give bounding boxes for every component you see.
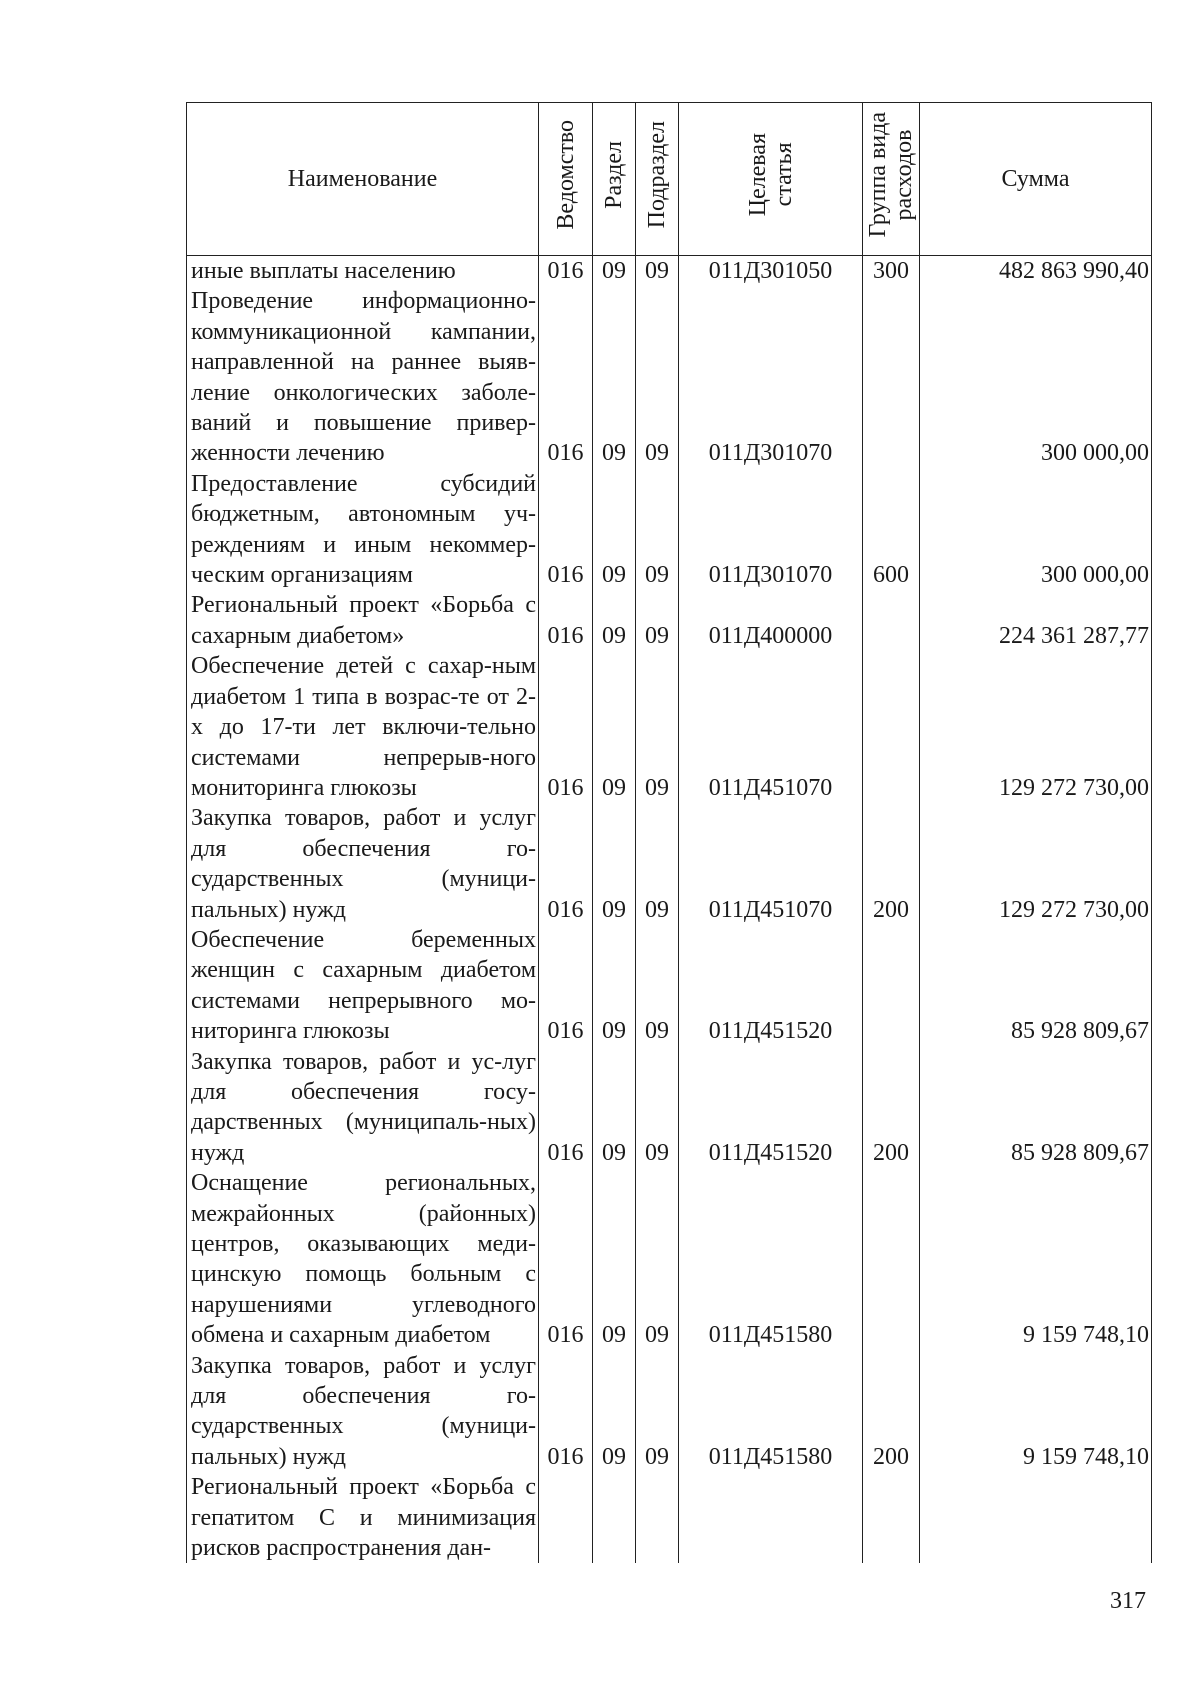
row-sum: 482 863 990,40 [920,256,1152,287]
row-sum: 300 000,00 [920,286,1152,468]
row-subsection: 09 [636,469,679,591]
table-row [187,1047,1152,1169]
table-row [187,1351,1152,1473]
row-name: Закупка товаров, работ и услуг для обеспечения го-сударственных (муници-пальных) нужд [187,803,539,925]
table-row [187,651,1152,803]
row-subsection: 09 [636,803,679,925]
row-section: 09 [593,803,636,925]
row-name: Обеспечение беременных женщин с сахарным диабетом системами непрерывного мо-ниторинга глюкозы [187,925,539,1047]
row-section: 09 [593,256,636,287]
row-section: 09 [593,1168,636,1350]
row-subsection: 09 [636,590,679,651]
row-group [863,286,920,468]
row-dept [539,1472,593,1563]
header-sum: Сумма [920,103,1152,256]
header-name: Наименование [187,103,539,256]
table-header-row [187,103,1152,256]
row-dept: 016 [539,803,593,925]
header-subsection: Подраздел [636,103,679,256]
row-dept: 016 [539,256,593,287]
row-group: 200 [863,803,920,925]
row-sum: 224 361 287,77 [920,590,1152,651]
row-group: 200 [863,1351,920,1473]
row-sum: 300 000,00 [920,469,1152,591]
row-dept: 016 [539,1351,593,1473]
row-dept: 016 [539,1168,593,1350]
table-row [187,803,1152,925]
row-subsection: 09 [636,1168,679,1350]
row-sum: 85 928 809,67 [920,1047,1152,1169]
row-subsection: 09 [636,1351,679,1473]
table-row [187,590,1152,651]
table-row [187,1472,1152,1563]
row-name: Обеспечение детей с сахар-ным диабетом 1 типа в возрас-те от 2-х до 17-ти лет включи-тельно системами непрерыв-ного мониторинга глюкозы [187,651,539,803]
row-section: 09 [593,590,636,651]
row-group [863,925,920,1047]
budget-table [186,102,1152,1563]
row-subsection: 09 [636,925,679,1047]
row-name: Предоставление субсидий бюджетным, автономным уч-реждениям и иным некоммер-ческим организациям [187,469,539,591]
table-row [187,925,1152,1047]
row-subsection [636,1472,679,1563]
row-target [679,1472,863,1563]
row-dept: 016 [539,651,593,803]
row-group: 200 [863,1047,920,1169]
row-sum: 9 159 748,10 [920,1351,1152,1473]
row-group [863,590,920,651]
row-dept: 016 [539,469,593,591]
row-target: 011Д301070 [679,469,863,591]
row-target: 011Д451580 [679,1351,863,1473]
table-row [187,256,1152,287]
row-dept: 016 [539,286,593,468]
row-group: 300 [863,256,920,287]
row-group [863,1168,920,1350]
row-dept: 016 [539,590,593,651]
table-row [187,286,1152,468]
row-sum: 129 272 730,00 [920,803,1152,925]
page-number: 317 [1110,1588,1146,1614]
row-section: 09 [593,1351,636,1473]
row-name: Региональный проект «Борьба с гепатитом С и минимизация рисков распространения дан- [187,1472,539,1563]
header-target: Целевая статья [679,103,863,256]
row-subsection: 09 [636,1047,679,1169]
row-subsection: 09 [636,286,679,468]
row-name: иные выплаты населению [187,256,539,287]
row-name: Закупка товаров, работ и ус-луг для обеспечения госу-дарственных (муниципаль-ных) нужд [187,1047,539,1169]
row-section: 09 [593,469,636,591]
row-target: 011Д451580 [679,1168,863,1350]
row-section: 09 [593,925,636,1047]
row-group: 600 [863,469,920,591]
row-target: 011Д301070 [679,286,863,468]
row-target: 011Д451520 [679,1047,863,1169]
row-subsection: 09 [636,651,679,803]
header-section: Раздел [593,103,636,256]
row-name: Оснащение региональных, межрайонных (районных) центров, оказывающих меди-цинскую помощь больным с нарушениями углеводного обмена и сахарным диабетом [187,1168,539,1350]
row-sum: 9 159 748,10 [920,1168,1152,1350]
row-target: 011Д451070 [679,803,863,925]
header-group: Группа вида расходов [863,103,920,256]
row-target: 011Д301050 [679,256,863,287]
row-name: Проведение информационно-коммуникационной кампании, направленной на раннее выяв-ление онкологических заболе-ваний и повышение привер-женности лечению [187,286,539,468]
row-section [593,1472,636,1563]
row-section: 09 [593,286,636,468]
row-target: 011Д451520 [679,925,863,1047]
row-dept: 016 [539,1047,593,1169]
row-sum: 85 928 809,67 [920,925,1152,1047]
row-target: 011Д451070 [679,651,863,803]
row-name: Закупка товаров, работ и услуг для обеспечения го-сударственных (муници-пальных) нужд [187,1351,539,1473]
header-dept: Ведомство [539,103,593,256]
table-row [187,469,1152,591]
row-group [863,1472,920,1563]
row-target: 011Д400000 [679,590,863,651]
row-section: 09 [593,1047,636,1169]
row-sum [920,1472,1152,1563]
table-row [187,1168,1152,1350]
row-dept: 016 [539,925,593,1047]
row-name: Региональный проект «Борьба с сахарным диабетом» [187,590,539,651]
row-section: 09 [593,651,636,803]
row-group [863,651,920,803]
row-sum: 129 272 730,00 [920,651,1152,803]
row-subsection: 09 [636,256,679,287]
